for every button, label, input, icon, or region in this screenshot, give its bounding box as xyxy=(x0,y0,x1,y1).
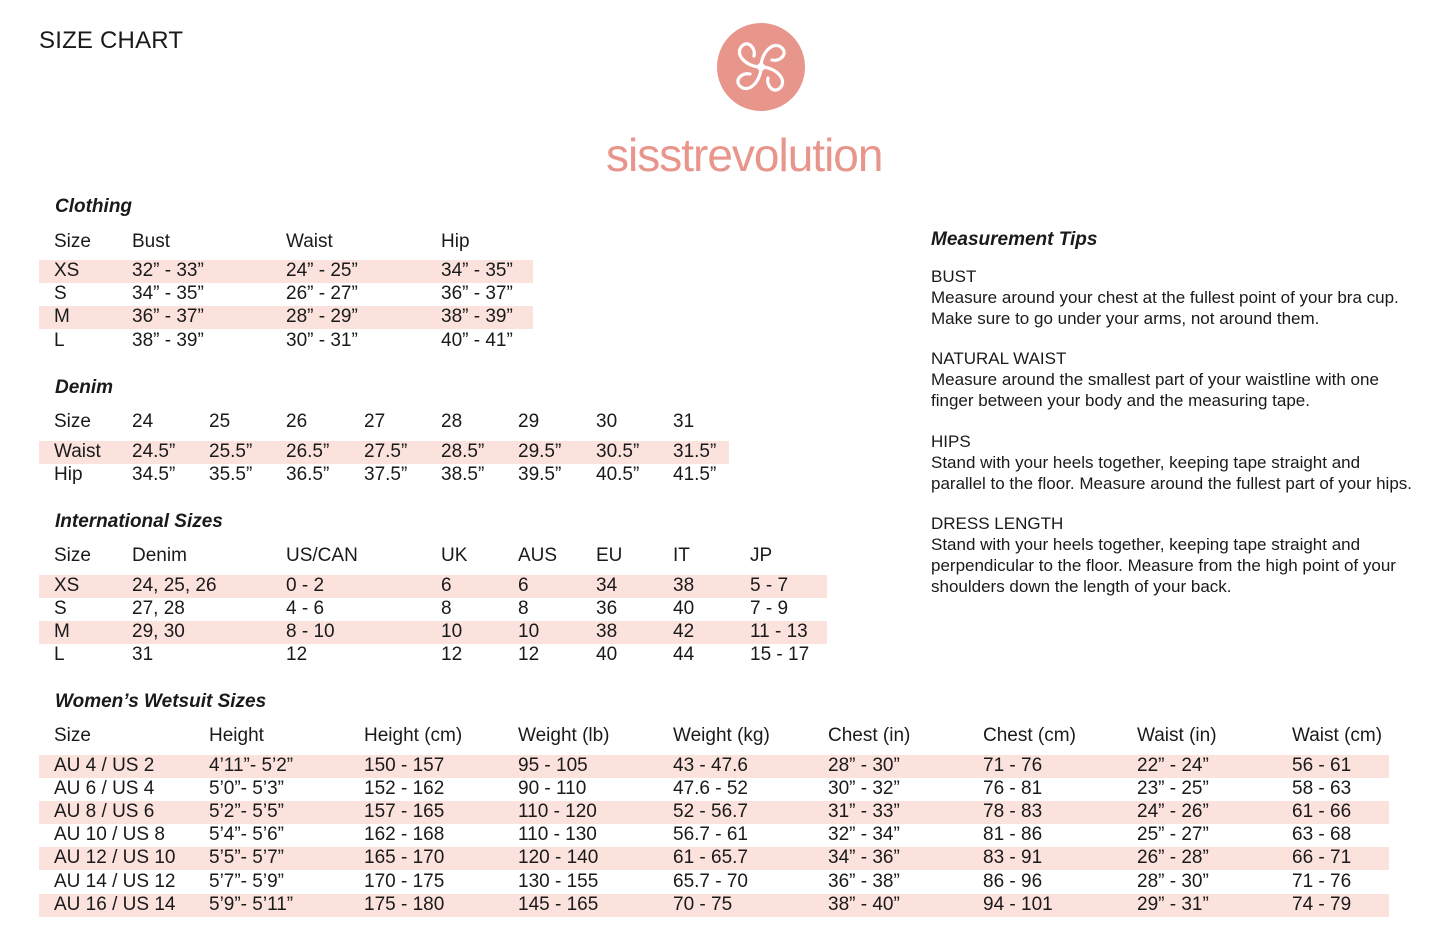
cell: 38” - 39” xyxy=(441,306,513,327)
cell: 34” - 36” xyxy=(828,847,900,868)
cell: 150 - 157 xyxy=(364,755,445,776)
col-header: Waist xyxy=(286,231,333,252)
tip-line: Stand with your heels together, keeping tape straight and xyxy=(931,453,1361,472)
cell: 38” - 39” xyxy=(132,330,204,351)
cell: 74 - 79 xyxy=(1292,894,1352,915)
col-header: Size xyxy=(54,725,91,746)
table-row xyxy=(39,871,1389,894)
cell: 31” - 33” xyxy=(828,801,900,822)
cell: XS xyxy=(54,575,80,596)
table-row xyxy=(39,801,1389,824)
cell: 65.7 - 70 xyxy=(673,871,748,892)
cell: 8 xyxy=(441,598,452,619)
tip-heading-dress-length: DRESS LENGTH xyxy=(931,514,1064,533)
cell: 63 - 68 xyxy=(1292,824,1352,845)
table-row xyxy=(39,644,827,667)
cell: 35.5” xyxy=(209,464,253,485)
col-header: 25 xyxy=(209,411,231,432)
cell: 10 xyxy=(518,621,540,642)
cell: 95 - 105 xyxy=(518,755,588,776)
wetsuit-title: Women’s Wetsuit Sizes xyxy=(55,691,267,712)
col-header: Chest (cm) xyxy=(983,725,1076,746)
cell: 31 xyxy=(132,644,154,665)
page-title: SIZE CHART xyxy=(39,27,184,54)
table-row xyxy=(39,260,533,283)
cell: 56 - 61 xyxy=(1292,755,1352,776)
cell: 70 - 75 xyxy=(673,894,733,915)
cell: 11 - 13 xyxy=(750,621,808,642)
cell: 25” - 27” xyxy=(1137,824,1209,845)
tip-body-natural-waist xyxy=(931,369,1431,411)
tip-heading-bust: BUST xyxy=(931,267,977,286)
col-header: 31 xyxy=(673,411,695,432)
cell: 145 - 165 xyxy=(518,894,599,915)
col-header: Size xyxy=(54,411,91,432)
col-header: Weight (lb) xyxy=(518,725,610,746)
cell: 4 - 6 xyxy=(286,598,325,619)
tip-body-dress-length xyxy=(931,534,1431,597)
cell: M xyxy=(54,621,70,642)
cell: 76 - 81 xyxy=(983,778,1043,799)
cell: 41.5” xyxy=(673,464,717,485)
table-row xyxy=(39,621,827,644)
col-header: Size xyxy=(54,231,91,252)
brand-logo-icon xyxy=(716,22,806,112)
cell: 83 - 91 xyxy=(983,847,1043,868)
cell: 56.7 - 61 xyxy=(673,824,748,845)
col-header: Weight (kg) xyxy=(673,725,770,746)
cell: 71 - 76 xyxy=(1292,871,1352,892)
cell: AU 8 / US 6 xyxy=(54,801,155,822)
cell: 38.5” xyxy=(441,464,485,485)
cell: 66 - 71 xyxy=(1292,847,1352,868)
cell: 23” - 25” xyxy=(1137,778,1209,799)
cell: 40 xyxy=(673,598,695,619)
col-header: JP xyxy=(750,545,773,566)
cell: 26.5” xyxy=(286,441,330,462)
cell: 38 xyxy=(596,621,618,642)
cell: S xyxy=(54,283,67,304)
international-title: International Sizes xyxy=(55,511,223,532)
col-header: 27 xyxy=(364,411,386,432)
cell: 31.5” xyxy=(673,441,717,462)
tip-line: parallel to the floor. Measure around the fullest part of your hips. xyxy=(931,474,1412,493)
cell: 5’0”- 5’3” xyxy=(209,778,284,799)
cell: 86 - 96 xyxy=(983,871,1043,892)
cell: 40” - 41” xyxy=(441,330,513,351)
col-header: 28 xyxy=(441,411,463,432)
cell: 170 - 175 xyxy=(364,871,445,892)
col-header: Waist (cm) xyxy=(1292,725,1383,746)
col-header: Chest (in) xyxy=(828,725,911,746)
table-row xyxy=(39,778,1389,801)
cell: 8 - 10 xyxy=(286,621,335,642)
cell: AU 10 / US 8 xyxy=(54,824,165,845)
cell: 15 - 17 xyxy=(750,644,810,665)
cell: 32” - 34” xyxy=(828,824,900,845)
measurement-tips-title: Measurement Tips xyxy=(931,229,1098,250)
table-row xyxy=(39,894,1389,917)
table-row xyxy=(39,330,533,353)
table-row xyxy=(39,306,533,329)
col-header: Denim xyxy=(132,545,187,566)
col-header: US/CAN xyxy=(286,545,358,566)
cell: 24.5” xyxy=(132,441,176,462)
cell: 32” - 33” xyxy=(132,260,204,281)
cell: 24” - 25” xyxy=(286,260,358,281)
table-row xyxy=(39,464,729,487)
cell: 5’5”- 5’7” xyxy=(209,847,284,868)
cell: 110 - 130 xyxy=(518,824,597,845)
cell: 61 - 66 xyxy=(1292,801,1352,822)
tip-heading-hips: HIPS xyxy=(931,432,971,451)
cell: 6 xyxy=(518,575,529,596)
cell: 52 - 56.7 xyxy=(673,801,748,822)
cell: Hip xyxy=(54,464,83,485)
cell: 28” - 30” xyxy=(1137,871,1209,892)
table-row xyxy=(39,598,827,621)
cell: 110 - 120 xyxy=(518,801,597,822)
table-row xyxy=(39,847,1389,870)
col-header: AUS xyxy=(518,545,558,566)
cell: AU 6 / US 4 xyxy=(54,778,155,799)
cell: 0 - 2 xyxy=(286,575,325,596)
cell: 34.5” xyxy=(132,464,176,485)
cell: 12 xyxy=(286,644,308,665)
cell: 36” - 37” xyxy=(132,306,204,327)
cell: 8 xyxy=(518,598,529,619)
cell: 5’4”- 5’6” xyxy=(209,824,284,845)
cell: 30” - 32” xyxy=(828,778,900,799)
cell: 27, 28 xyxy=(132,598,185,619)
cell: 43 - 47.6 xyxy=(673,755,748,776)
cell: 42 xyxy=(673,621,695,642)
cell: 5’7”- 5’9” xyxy=(209,871,284,892)
cell: 34 xyxy=(596,575,618,596)
cell: 90 - 110 xyxy=(518,778,587,799)
col-header: 30 xyxy=(596,411,618,432)
col-header: 26 xyxy=(286,411,308,432)
cell: 27.5” xyxy=(364,441,408,462)
col-header: Bust xyxy=(132,231,171,252)
cell: 81 - 86 xyxy=(983,824,1043,845)
cell: 12 xyxy=(518,644,540,665)
tip-line: finger between your body and the measuring tape. xyxy=(931,391,1310,410)
denim-title: Denim xyxy=(55,377,114,398)
col-header: IT xyxy=(673,545,690,566)
tip-line: shoulders down the length of your back. xyxy=(931,577,1232,596)
table-row xyxy=(39,441,729,464)
cell: AU 16 / US 14 xyxy=(54,894,176,915)
cell: 38” - 40” xyxy=(828,894,900,915)
table-row xyxy=(39,283,533,306)
cell: AU 12 / US 10 xyxy=(54,847,176,868)
cell: 4’11”- 5’2” xyxy=(209,755,294,776)
denim-header xyxy=(39,411,729,434)
cell: 58 - 63 xyxy=(1292,778,1352,799)
tip-heading-natural-waist: NATURAL WAIST xyxy=(931,349,1067,368)
cell: 47.6 - 52 xyxy=(673,778,748,799)
col-header: UK xyxy=(441,545,468,566)
cell: 175 - 180 xyxy=(364,894,445,915)
table-row xyxy=(39,824,1389,847)
cell: 5’2”- 5’5” xyxy=(209,801,284,822)
tip-body-bust xyxy=(931,287,1431,329)
cell: AU 4 / US 2 xyxy=(54,755,155,776)
clothing-title: Clothing xyxy=(55,196,133,217)
cell: 30” - 31” xyxy=(286,330,358,351)
cell: 29.5” xyxy=(518,441,562,462)
col-header: 29 xyxy=(518,411,540,432)
cell: 34” - 35” xyxy=(132,283,204,304)
cell: Waist xyxy=(54,441,101,462)
cell: 30.5” xyxy=(596,441,640,462)
tip-line: Stand with your heels together, keeping tape straight and xyxy=(931,535,1361,554)
col-header: Hip xyxy=(441,231,470,252)
tip-body-hips xyxy=(931,452,1431,494)
col-header: Height (cm) xyxy=(364,725,463,746)
col-header: Size xyxy=(54,545,91,566)
cell: 71 - 76 xyxy=(983,755,1043,776)
cell: XS xyxy=(54,260,80,281)
cell: 120 - 140 xyxy=(518,847,599,868)
table-row xyxy=(39,575,827,598)
tip-line: perpendicular to the floor. Measure from the high point of your xyxy=(931,556,1396,575)
international-header xyxy=(39,545,827,568)
cell: AU 14 / US 12 xyxy=(54,871,176,892)
cell: 7 - 9 xyxy=(750,598,789,619)
cell: 162 - 168 xyxy=(364,824,445,845)
cell: 36.5” xyxy=(286,464,330,485)
wetsuit-header xyxy=(39,725,1389,748)
brand-wordmark: sisstrevolution xyxy=(606,129,883,181)
cell: 24, 25, 26 xyxy=(132,575,217,596)
cell: 78 - 83 xyxy=(983,801,1043,822)
cell: 29” - 31” xyxy=(1137,894,1209,915)
col-header: EU xyxy=(596,545,623,566)
cell: 39.5” xyxy=(518,464,562,485)
col-header: 24 xyxy=(132,411,154,432)
cell: 28.5” xyxy=(441,441,485,462)
cell: 36” - 37” xyxy=(441,283,513,304)
cell: 22” - 24” xyxy=(1137,755,1209,776)
cell: 12 xyxy=(441,644,463,665)
cell: 28” - 30” xyxy=(828,755,900,776)
cell: 28” - 29” xyxy=(286,306,358,327)
col-header: Waist (in) xyxy=(1137,725,1217,746)
cell: 36 xyxy=(596,598,618,619)
cell: 44 xyxy=(673,644,695,665)
cell: 5’9”- 5’11” xyxy=(209,894,294,915)
cell: 38 xyxy=(673,575,695,596)
cell: 24” - 26” xyxy=(1137,801,1209,822)
cell: 5 - 7 xyxy=(750,575,789,596)
cell: 36” - 38” xyxy=(828,871,900,892)
cell: 61 - 65.7 xyxy=(673,847,748,868)
cell: 29, 30 xyxy=(132,621,185,642)
col-header: Height xyxy=(209,725,264,746)
cell: 157 - 165 xyxy=(364,801,445,822)
tip-line: Measure around your chest at the fullest point of your bra cup. xyxy=(931,288,1399,307)
cell: 152 - 162 xyxy=(364,778,445,799)
tip-line: Make sure to go under your arms, not around them. xyxy=(931,309,1320,328)
cell: 40.5” xyxy=(596,464,640,485)
cell: 26” - 27” xyxy=(286,283,358,304)
cell: L xyxy=(54,644,65,665)
cell: L xyxy=(54,330,65,351)
cell: 94 - 101 xyxy=(983,894,1053,915)
cell: 10 xyxy=(441,621,463,642)
clothing-header xyxy=(39,231,533,254)
cell: 34” - 35” xyxy=(441,260,513,281)
cell: 6 xyxy=(441,575,452,596)
cell: 25.5” xyxy=(209,441,253,462)
table-row xyxy=(39,755,1389,778)
cell: 26” - 28” xyxy=(1137,847,1209,868)
cell: 37.5” xyxy=(364,464,408,485)
cell: M xyxy=(54,306,70,327)
cell: S xyxy=(54,598,67,619)
cell: 130 - 155 xyxy=(518,871,599,892)
tip-line: Measure around the smallest part of your waistline with one xyxy=(931,370,1379,389)
cell: 40 xyxy=(596,644,618,665)
cell: 165 - 170 xyxy=(364,847,445,868)
